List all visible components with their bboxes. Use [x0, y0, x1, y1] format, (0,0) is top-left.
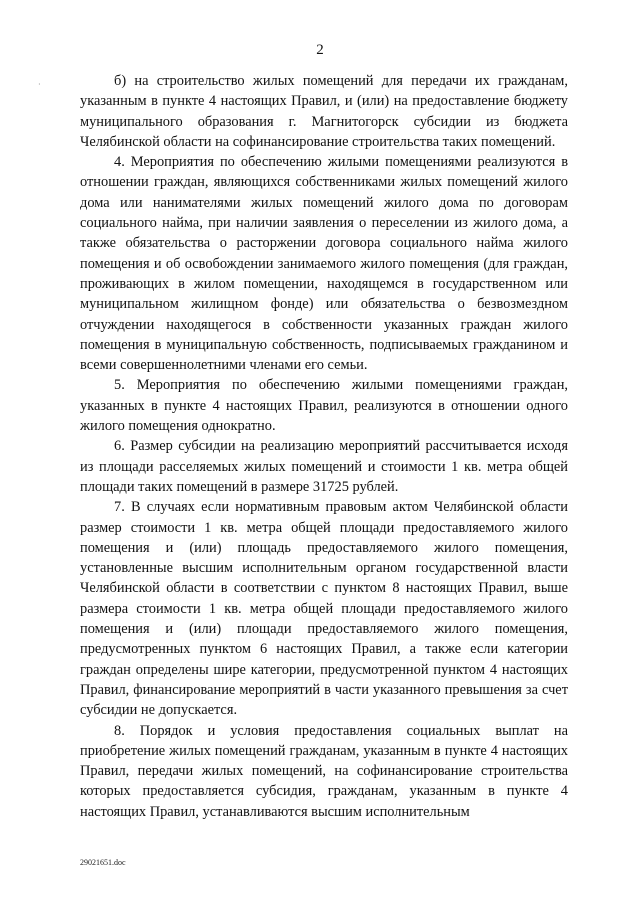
- paragraph-6: 6. Размер субсидии на реализацию мероприятий рассчитывается исходя из площади расселяемых жилых помещений и стоимости 1 кв. метра общей площади таких помещений в размере 31725 рублей.: [80, 438, 568, 495]
- paragraph-7: 7. В случаях если нормативным правовым актом Челябинской области размер стоимости 1 кв. метра общей площади предоставляемого жилого помещения и (или) площадь предоставляемого жилого помещения, установленные высшим исполнительным органом государственной власти Челябинской области в соответствии с пунктом 8 настоящих Правил, выше размера стоимости 1 кв. метра общей площади предоставляемого жилого помещения и (или) площади предоставляемого жилого помещения, предусмотренных пунктом 6 настоящих Правил, а также если категории граждан определены шире категории, предусмотренной пунктом 4 настоящих Правил, финансирование мероприятий в части указанного превышения за счет субсидии не допускается.: [80, 499, 568, 719]
- file-name-footer: 29021651.doc: [80, 858, 126, 867]
- paragraph-5: 5. Мероприятия по обеспечению жилыми помещениями граждан, указанных в пункте 4 настоящих Правил, реализуются в отношении одного жилого помещения однократно.: [80, 377, 568, 435]
- page-number: 2: [316, 42, 324, 58]
- paragraph-4: 4. Мероприятия по обеспечению жилыми помещениями реализуются в отношении граждан, являющихся собственниками жилых помещений жилого дома или нанимателями жилых помещений жилого дома по договорам социального найма, при наличии заявления о переселении из жилого дома, а также обязательства о расторжении договора социального найма жилого помещения и об освобождении занимаемого жилого помещения (для граждан, проживающих в жилом помещении, находящемся в государственном или муниципальном жилищном фонде) или обязательства о безвозмездном отчуждении находящегося в собственности указанных граждан жилого помещения в муниципальную собственность, подписываемых гражданином и всеми совершеннолетними членами его семьи.: [80, 154, 568, 374]
- margin-mark: ·: [38, 80, 41, 89]
- document-body: [80, 71, 568, 822]
- paragraph-8: 8. Порядок и условия предоставления социальных выплат на приобретение жилых помещений гражданам, указанным в пункте 4 настоящих Правил, передачи жилых помещений, на софинансирование строительства которых предоставляется субсидия, гражданам, указанным в пункте 4 настоящих Правил, устанавливаются высшим исполнительным: [80, 722, 568, 820]
- paragraph-3b: б) на строительство жилых помещений для передачи их гражданам, указанным в пункте 4 настоящих Правил, и (или) на предоставление бюджету муниципального образования г. Магнитогорск субсидии из бюджета Челябинской области на софинансирование строительства таких помещений.: [80, 73, 568, 150]
